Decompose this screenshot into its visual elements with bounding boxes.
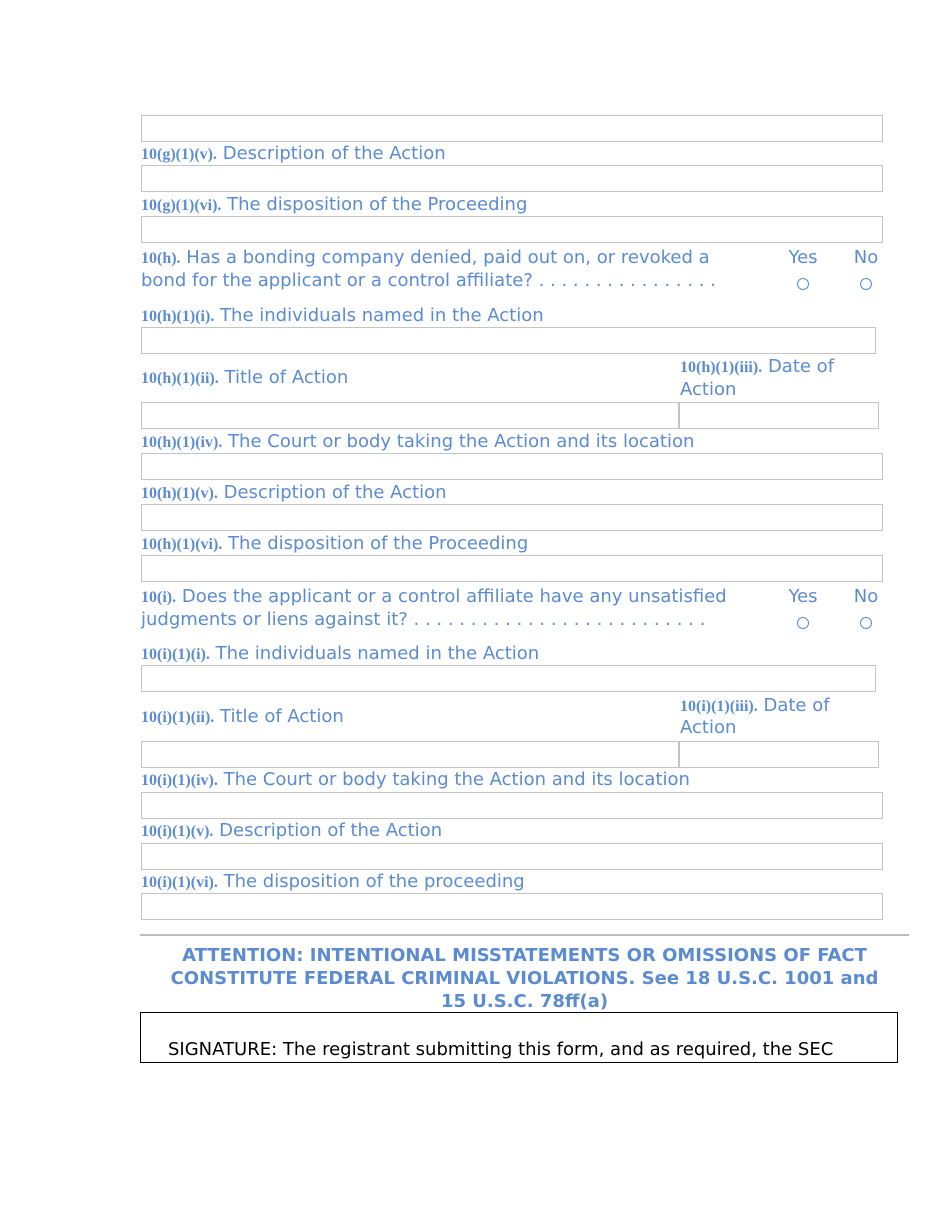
h-v-text: Description of the Action (223, 482, 447, 503)
h-vi-disposition-input[interactable] (141, 555, 883, 582)
h-ii-label (141, 366, 348, 390)
i-iv-court-input[interactable] (141, 792, 883, 819)
h-v-code: 10(h)(1)(v). (141, 485, 218, 502)
i-ii-title-input[interactable] (141, 741, 679, 768)
i-question-text1: Does the applicant or a control affiliate have any unsatisfied (181, 586, 727, 607)
i-iii-label-line2: Action (680, 717, 737, 738)
i-vi-disposition-input[interactable] (141, 893, 883, 920)
h-i-individuals-input[interactable] (141, 327, 876, 354)
h-i-code: 10(h)(1)(i). (141, 308, 215, 325)
prior-field-input[interactable] (141, 115, 883, 142)
h-ii-code: 10(h)(1)(ii). (141, 370, 219, 387)
h-iv-label (141, 430, 694, 454)
h-vi-text: The disposition of the Proceeding (228, 533, 529, 554)
h-no-radio[interactable] (860, 278, 872, 290)
h-i-text: The individuals named in the Action (220, 305, 544, 326)
signature-box (140, 1012, 898, 1063)
i-i-individuals-input[interactable] (141, 665, 876, 692)
h-question-code: 10(h). (141, 250, 181, 267)
i-vi-code: 10(i)(1)(vi). (141, 874, 218, 891)
i-question-line1 (141, 585, 727, 609)
h-yes-radio[interactable] (797, 278, 809, 290)
i-yes-radio[interactable] (797, 617, 809, 629)
g-vi-text: The disposition of the Proceeding (227, 194, 528, 215)
i-iv-text: The Court or body taking the Action and its location (223, 769, 690, 790)
i-vi-label (141, 870, 525, 894)
i-iii-code: 10(i)(1)(iii). (680, 698, 758, 715)
i-iii-label-line1 (680, 694, 830, 718)
i-ii-label (141, 705, 344, 729)
h-ii-text: Title of Action (224, 367, 349, 388)
i-question-line2: judgments or liens against it? . . . . . . . . . . . . . . . . . . . . . . . . . . (141, 609, 706, 630)
h-iii-label-line1 (680, 355, 834, 379)
h-no-label: No (853, 247, 879, 268)
g-vi-label (141, 193, 527, 217)
h-v-description-input[interactable] (141, 504, 883, 531)
i-v-label (141, 819, 442, 843)
g-vi-code: 10(g)(1)(vi). (141, 197, 222, 214)
attention-line3: 15 U.S.C. 78ff(a) (440, 991, 609, 1012)
attention-notice (140, 944, 909, 1013)
attention-line2: CONSTITUTE FEDERAL CRIMINAL VIOLATIONS. See 18 U.S.C. 1001 and (170, 968, 879, 989)
i-yes-label: Yes (788, 586, 818, 607)
g-v-label (141, 142, 446, 166)
i-i-text: The individuals named in the Action (215, 643, 540, 664)
i-v-description-input[interactable] (141, 843, 883, 870)
i-no-radio[interactable] (860, 617, 872, 629)
i-no-label: No (853, 586, 879, 607)
i-iv-label (141, 768, 690, 792)
i-question-code: 10(i). (141, 589, 177, 606)
attention-line1: ATTENTION: INTENTIONAL MISSTATEMENTS OR OMISSIONS OF FACT (182, 945, 867, 966)
h-question-line1 (141, 246, 710, 270)
h-iii-date-input[interactable] (679, 402, 879, 429)
i-iv-code: 10(i)(1)(iv). (141, 772, 218, 789)
h-vi-label (141, 532, 528, 556)
h-question-line2: bond for the applicant or a control affiliate? . . . . . . . . . . . . . . . . (141, 270, 716, 291)
h-iv-court-input[interactable] (141, 453, 883, 480)
signature-text: SIGNATURE: The registrant submitting this form, and as required, the SEC (168, 1039, 834, 1060)
h-iii-label-line2: Action (680, 379, 737, 400)
h-iv-text: The Court or body taking the Action and its location (228, 431, 695, 452)
g-v-text: Description of the Action (222, 143, 446, 164)
h-yes-label: Yes (788, 247, 818, 268)
i-v-code: 10(i)(1)(v). (141, 823, 214, 840)
i-iii-text1: Date of (763, 695, 830, 716)
h-i-label (141, 304, 544, 328)
g-v-description-input[interactable] (141, 165, 883, 192)
i-vi-text: The disposition of the proceeding (223, 871, 525, 892)
h-iv-code: 10(h)(1)(iv). (141, 434, 223, 451)
i-i-code: 10(i)(1)(i). (141, 646, 210, 663)
i-v-text: Description of the Action (219, 820, 443, 841)
h-v-label (141, 481, 447, 505)
section-divider (140, 934, 909, 936)
g-vi-disposition-input[interactable] (141, 216, 883, 243)
h-iii-code: 10(h)(1)(iii). (680, 359, 763, 376)
i-iii-date-input[interactable] (679, 741, 879, 768)
h-question-text1: Has a bonding company denied, paid out on, or revoked a (186, 247, 710, 268)
i-ii-code: 10(i)(1)(ii). (141, 709, 215, 726)
h-ii-title-input[interactable] (141, 402, 679, 429)
h-vi-code: 10(h)(1)(vi). (141, 536, 223, 553)
h-iii-text1: Date of (767, 356, 835, 377)
i-ii-text: Title of Action (220, 706, 344, 727)
i-i-label (141, 642, 539, 666)
g-v-code: 10(g)(1)(v). (141, 146, 217, 163)
